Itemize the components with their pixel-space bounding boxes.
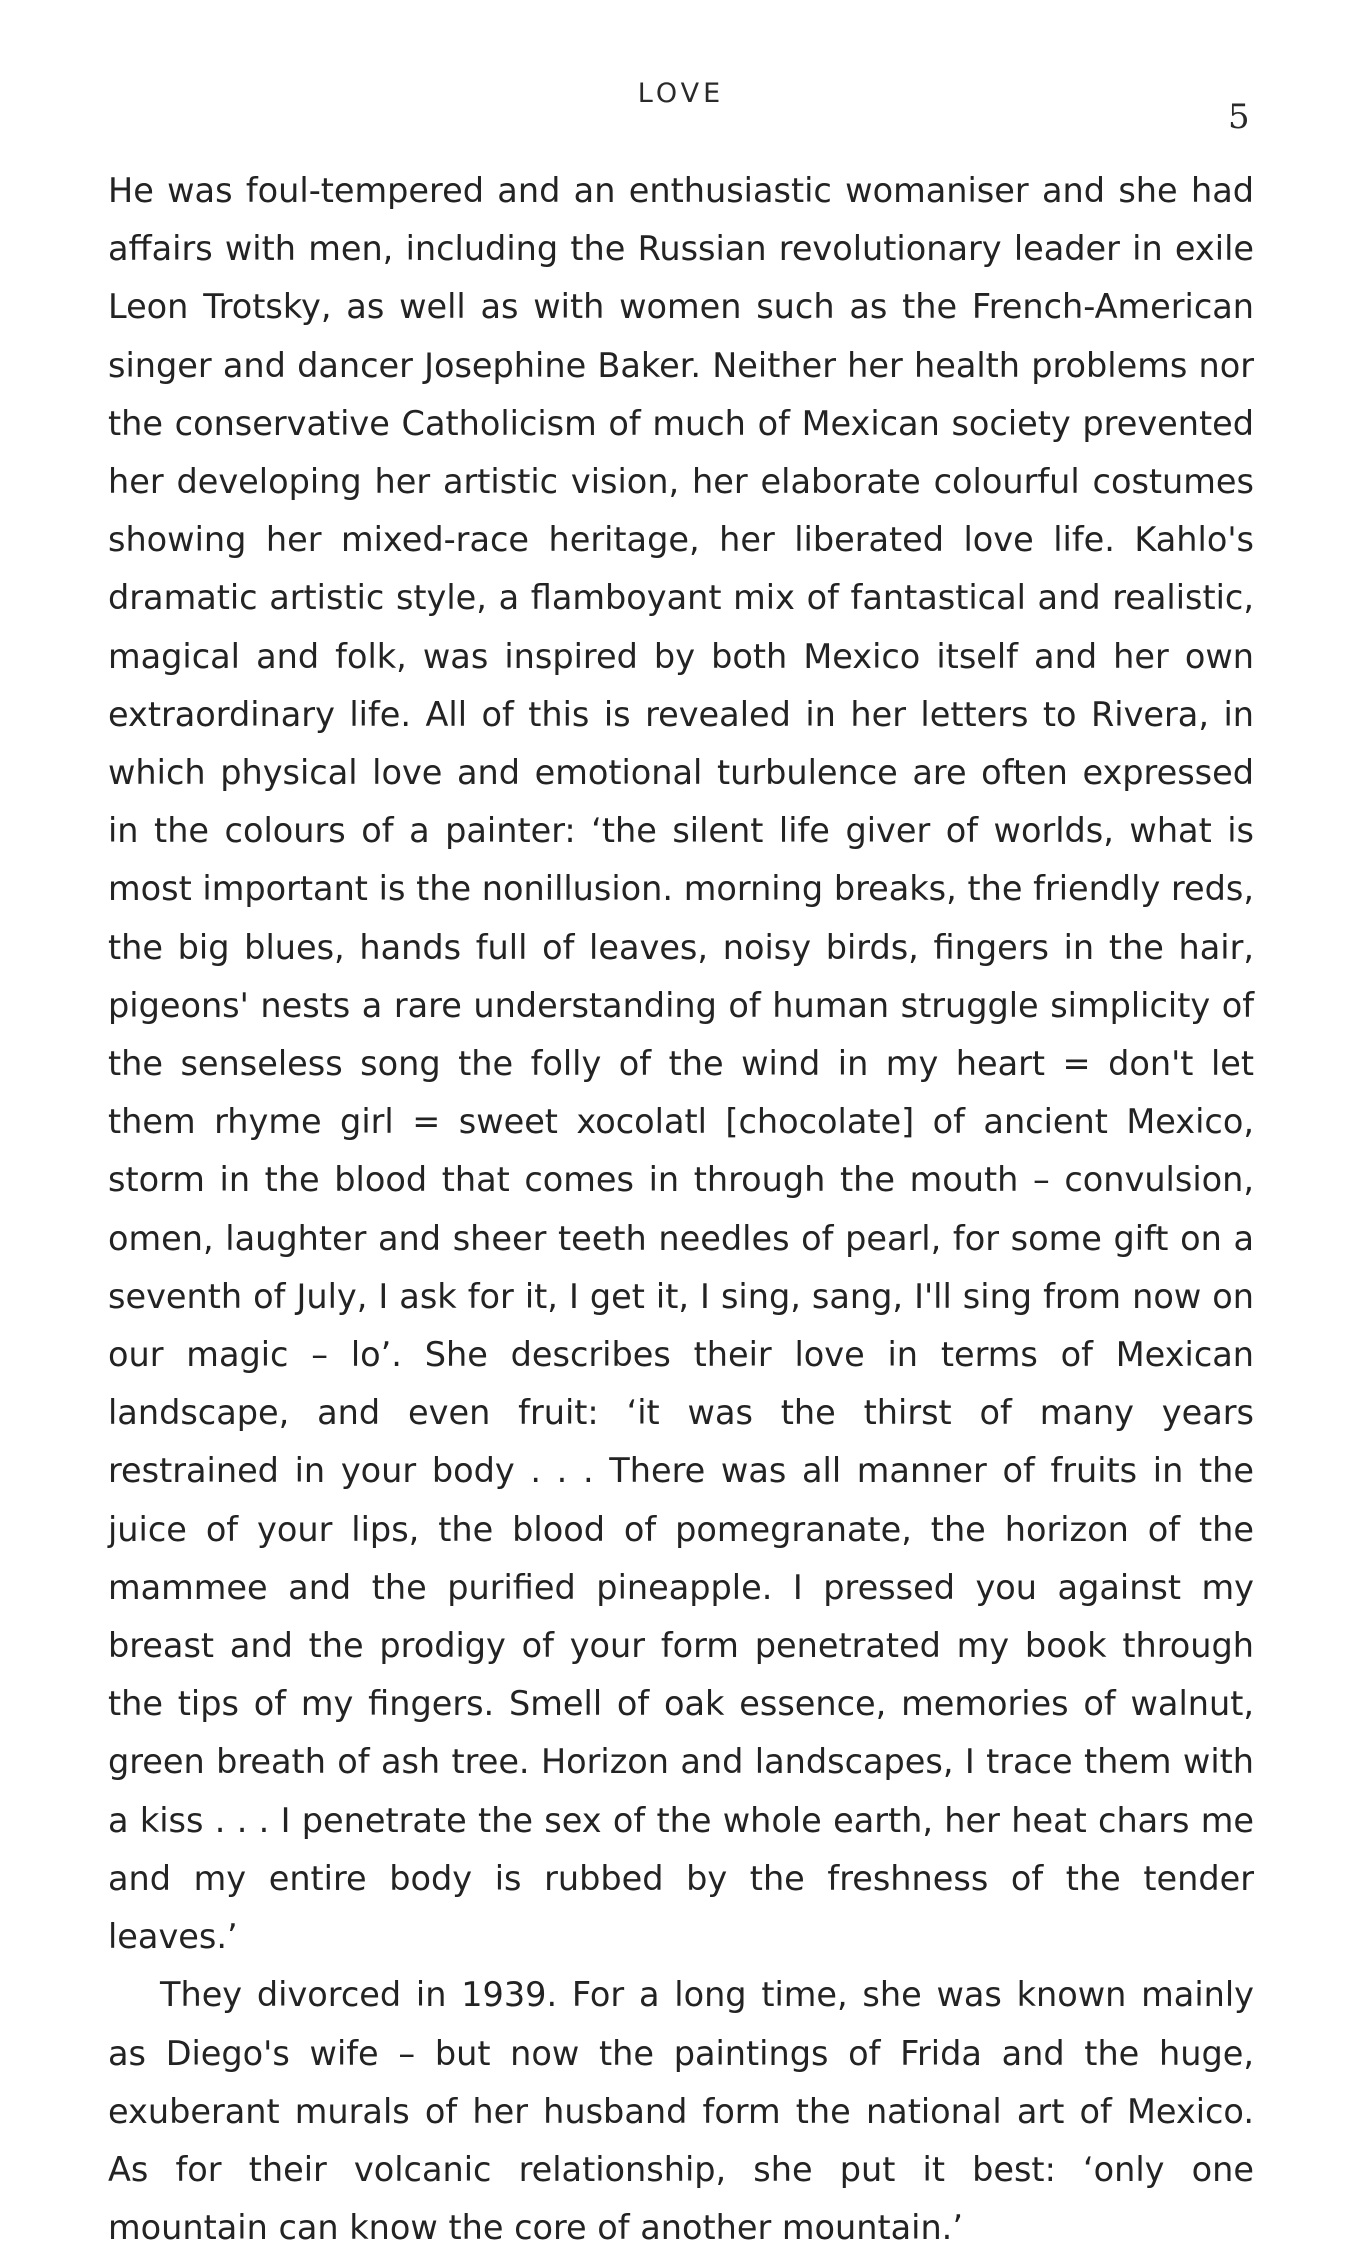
paragraph-1: He was foul-tempered and an enthusiastic womaniser and she had affairs with men, including the Russian revolutionary leader in exile Leon Trotsky, as well as with women such as the French-American singer and dancer Josephine Baker. Neither her health problems nor the conservative Catholicism of much of Mexican society prevented her developing her artistic vision, her elaborate colourful costumes showing her mixed-race heritage, her liberated love life. Kahlo's dramatic artistic style, a flamboyant mix of fantastical and realistic, magical and folk, was inspired by both Mexico itself and her own extraordinary life. All of this is revealed in her letters to Rivera, in which physical love and emotional turbulence are often expressed in the colours of a painter: ‘the silent life giver of worlds, what is most important is the nonillusion. morning breaks, the friendly reds, the big blues, hands full of leaves, noisy birds, fingers in the hair, pigeons' nests a rare understanding of human struggle simplicity of the senseless song the folly of the wind in my heart = don't let them rhyme girl = sweet xocolatl [chocolate] of ancient Mexico, storm in the blood that comes in through the mouth – convulsion, omen, laughter and sheer teeth needles of pearl, for some gift on a seventh of July, I ask for it, I get it, I sing, sang, I'll sing from now on our magic – lo’. She describes their love in terms of Mexican landscape, and even fruit: ‘it was the thirst of many years restrained in your body . . . There was all manner of fruits in the juice of your lips, the blood of pomegranate, the horizon of the mammee and the purified pineapple. I pressed you against my breast and the prodigy of your form penetrated my book through the tips of my fingers. Smell of oak essence, memories of walnut, green breath of ash tree. Horizon and landscapes, I trace them with a kiss . . . I penetrate the sex of the whole earth, her heat chars me and my entire body is rubbed by the freshness of the tender leaves.’ [108,171,1254,1957]
running-head: LOVE [637,78,725,109]
paragraph-2: They divorced in 1939. For a long time, she was known mainly as Diego's wife – but now the paintings of Frida and the huge, exuberant murals of her husband form the national art of Mexico. As for their volcanic relationship, she put it best: ‘only one mountain can know the core of another mountain.’ [108,1975,1254,2248]
page-number: 5 [1228,97,1250,137]
body-text [108,162,1254,2257]
